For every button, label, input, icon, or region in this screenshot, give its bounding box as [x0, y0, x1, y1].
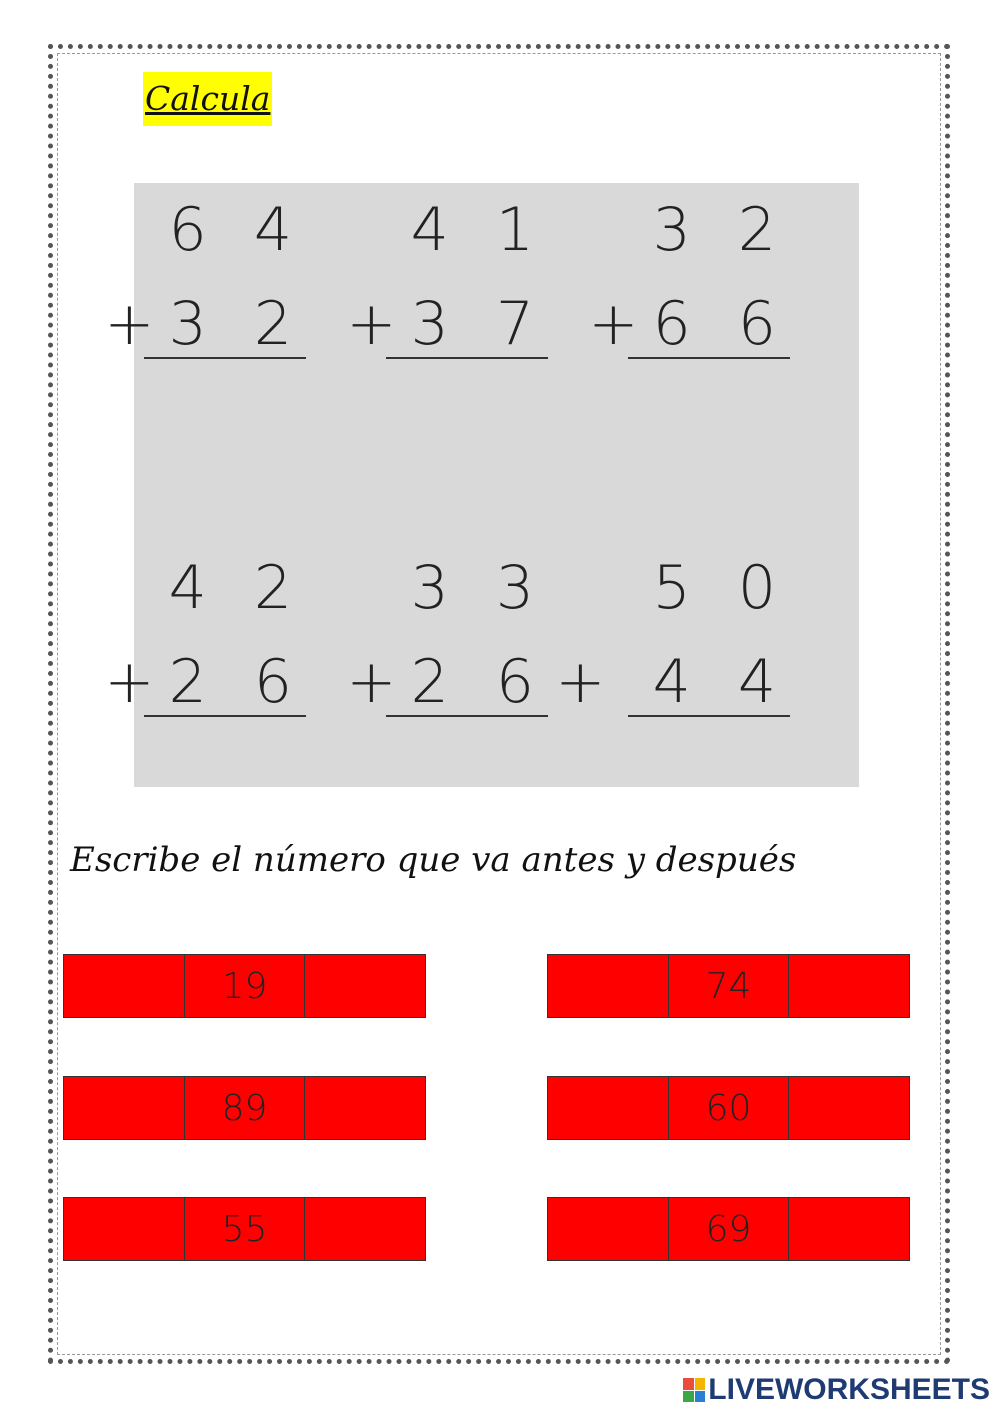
after-answer-box[interactable] [305, 1077, 425, 1139]
sum-line [144, 715, 306, 717]
addend-bottom: +2 6 [346, 647, 548, 717]
addend-bottom: +3 2 [104, 289, 306, 359]
addend-top: 4 2 [168, 553, 306, 623]
before-answer-box[interactable] [548, 1077, 669, 1139]
before-answer-box[interactable] [64, 955, 185, 1017]
given-number: 19 [185, 955, 306, 1017]
addition-problem [104, 553, 306, 723]
brand-name: LIVEWORKSHEETS [708, 1373, 990, 1406]
addition-problem [346, 195, 548, 365]
addend-top: 3 2 [652, 195, 790, 265]
given-number: 74 [669, 955, 790, 1017]
number-sequence-row [63, 1197, 426, 1261]
number-sequence-row [63, 954, 426, 1018]
addend-top: 4 1 [410, 195, 548, 265]
sum-line [144, 357, 306, 359]
before-answer-box[interactable] [64, 1077, 185, 1139]
addition-problem [588, 195, 790, 365]
number-sequence-row [547, 954, 910, 1018]
sum-line [628, 357, 790, 359]
addition-problem [104, 195, 306, 365]
sequence-instruction: Escribe el número que va antes y después [70, 840, 797, 880]
before-answer-box[interactable] [548, 955, 669, 1017]
before-answer-box[interactable] [64, 1198, 185, 1260]
addend-top: 6 4 [168, 195, 306, 265]
addition-problem [555, 553, 790, 723]
given-number: 60 [669, 1077, 790, 1139]
given-number: 55 [185, 1198, 306, 1260]
sum-line [386, 715, 548, 717]
addend-bottom: +2 6 [104, 647, 306, 717]
after-answer-box[interactable] [305, 955, 425, 1017]
number-sequence-row [547, 1197, 910, 1261]
addend-bottom: +3 7 [346, 289, 548, 359]
given-number: 89 [185, 1077, 306, 1139]
sum-line [386, 357, 548, 359]
addend-top: 3 3 [410, 553, 548, 623]
after-answer-box[interactable] [789, 1198, 909, 1260]
addend-bottom: +6 6 [588, 289, 790, 359]
page-title: Calcula [143, 72, 272, 126]
after-answer-box[interactable] [305, 1198, 425, 1260]
liveworksheets-watermark [683, 1373, 990, 1407]
after-answer-box[interactable] [789, 955, 909, 1017]
liveworksheets-logo-icon [683, 1378, 705, 1402]
sum-line [628, 715, 790, 717]
given-number: 69 [669, 1198, 790, 1260]
before-answer-box[interactable] [548, 1198, 669, 1260]
addition-problem [346, 553, 548, 723]
addend-bottom: + 4 4 [555, 647, 790, 717]
number-sequence-row [63, 1076, 426, 1140]
addend-top: 5 0 [652, 553, 790, 623]
number-sequence-row [547, 1076, 910, 1140]
after-answer-box[interactable] [789, 1077, 909, 1139]
addition-panel [104, 183, 859, 787]
